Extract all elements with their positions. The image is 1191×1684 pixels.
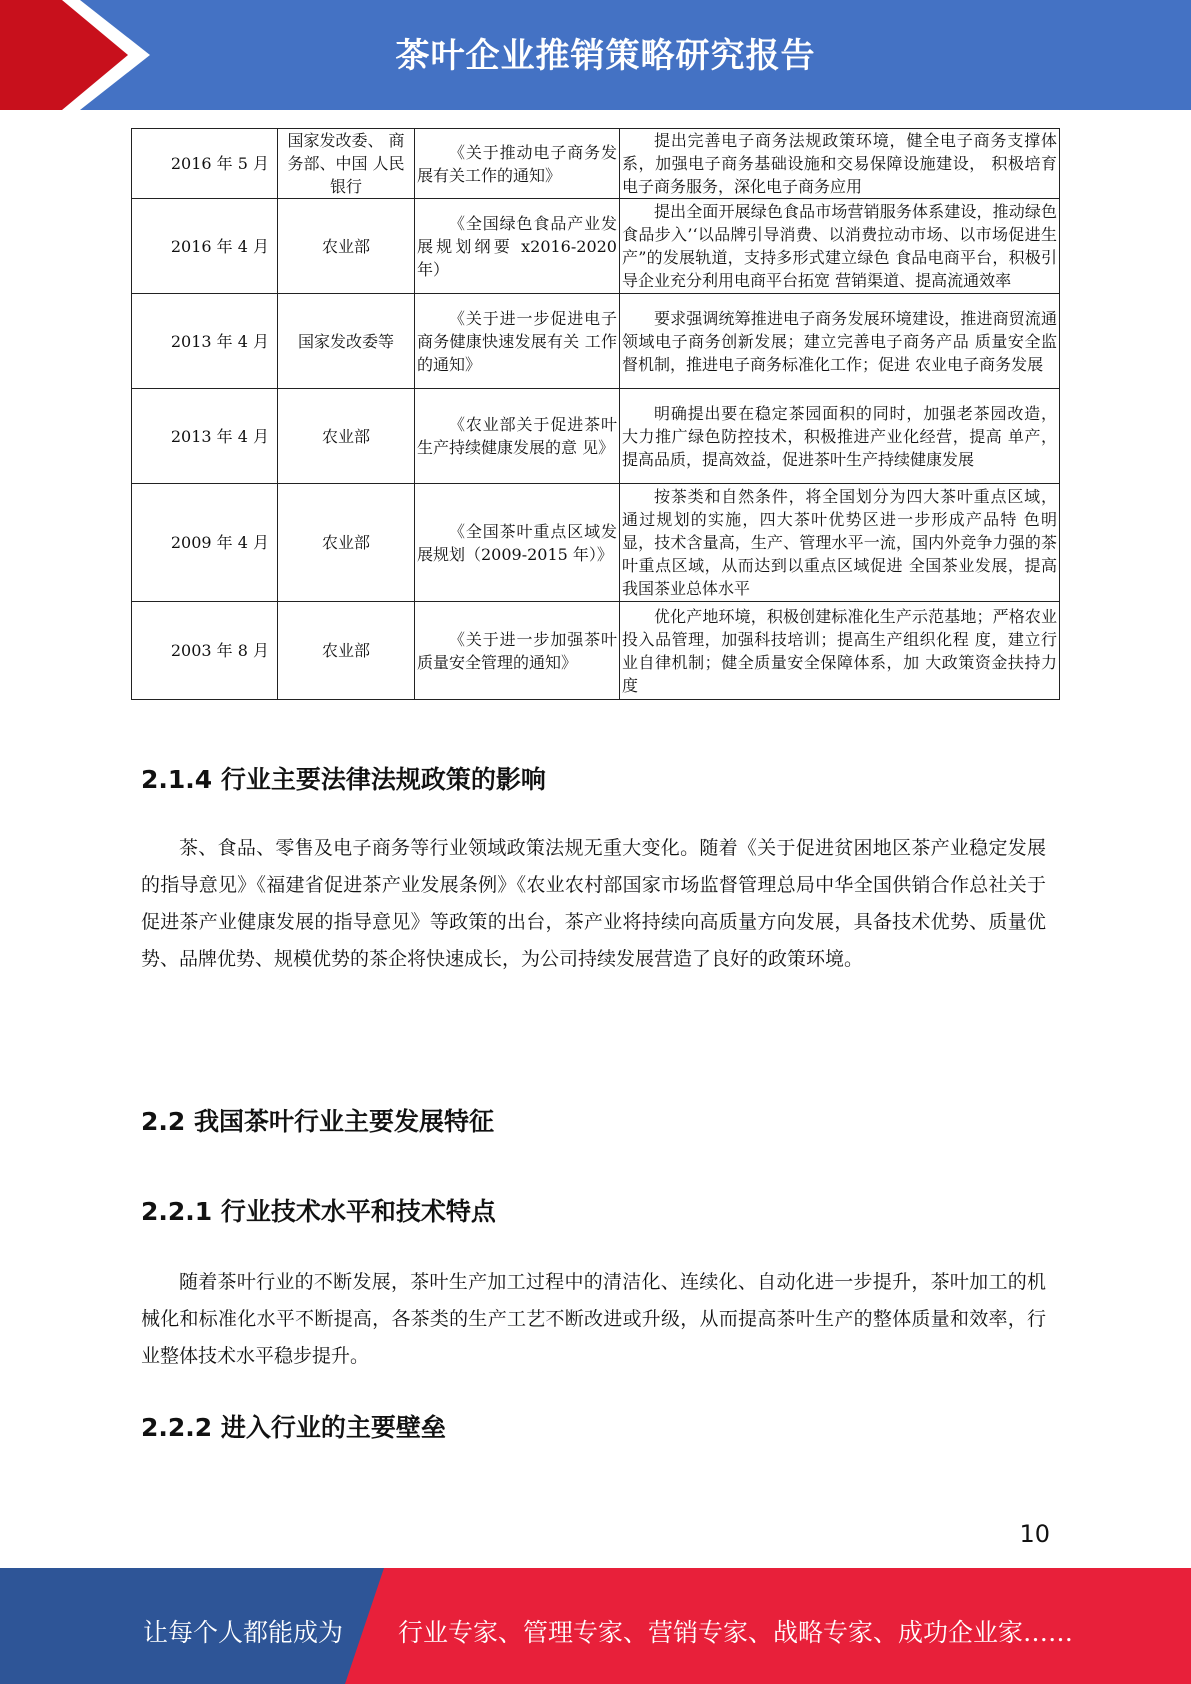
- policy-description-cell: 按茶类和自然条件，将全国划分为四大茶叶重点区域， 通过规划的实施，四大茶叶优势区进一步形成产品特 色明显，技术含量高，生产、管理水平一流，国内外竞争力强的茶叶重点区域，从而达到以重点区域促进 全国茶业发展，提高我国茶业总体水平: [620, 484, 1060, 602]
- table-row: [132, 602, 1060, 700]
- section-2-1-4-paragraph: 茶、食品、零售及电子商务等行业领域政策法规无重大变化。随着《关于促进贫困地区茶产业稳定发展的指导意见》《福建省促进茶产业发展条例》《农业农村部国家市场监督管理总局中华全国供销合作总社关于促进茶产业健康发展的指导意见》等政策的出台，茶产业将持续向高质量方向发展，具备技术优势、质量优势、品牌优势、规模优势的茶企将快速成长，为公司持续发展营造了良好的政策环境。: [141, 837, 1046, 970]
- policy-department-cell: 国家发改委、 商务部、中国 人民银行: [278, 129, 415, 199]
- policy-description-cell: 提出全面开展绿色食品市场营销服务体系建设，推动绿色食品步入’‘以品牌引导消费、以消费拉动市场、以市场促进生产”的发展轨道，支持多形式建立绿色 食品电商平台，积极引导企业充分利用电商平台拓宽 营销渠道、提高流通效率: [620, 199, 1060, 294]
- policy-date-cell: 2009 年 4 月: [132, 484, 278, 602]
- policy-date-cell: 2013 年 4 月: [132, 294, 278, 389]
- policy-date-cell: 2016 年 5 月: [132, 129, 278, 199]
- policy-description-cell: 明确提出要在稳定茶园面积的同时，加强老茶园改造， 大力推广绿色防控技术，积极推进产业化经营，提高 单产，提高品质，提高效益，促进茶叶生产持续健康发展: [620, 389, 1060, 484]
- section-heading-2-1-4: 2.1.4 行业主要法律法规政策的影响: [141, 765, 546, 794]
- footer-slogan-left: 让每个人都能成为: [143, 1618, 344, 1647]
- document-title: 茶叶企业推销策略研究报告: [395, 36, 816, 76]
- policy-document-cell: 《农业部关于促进茶叶 生产持续健康发展的意 见》: [415, 389, 620, 484]
- page-number: 10: [1019, 1520, 1050, 1548]
- policy-date-cell: 2016 年 4 月: [132, 199, 278, 294]
- policy-department-cell: 农业部: [278, 389, 415, 484]
- policy-document-cell: 《关于进一步加强茶叶 质量安全管理的通知》: [415, 602, 620, 700]
- policy-department-cell: 国家发改委等: [278, 294, 415, 389]
- table-row: [132, 129, 1060, 199]
- page-footer: [0, 1568, 1191, 1684]
- table-row: [132, 199, 1060, 294]
- section-heading-2-2: 2.2 我国茶叶行业主要发展特征: [141, 1107, 494, 1136]
- section-2-2-1-paragraph: 随着茶叶行业的不断发展，茶叶生产加工过程中的清洁化、连续化、自动化进一步提升，茶叶加工的机械化和标准化水平不断提高，各茶类的生产工艺不断改进或升级，从而提高茶叶生产的整体质量和效率，行业整体技术水平稳步提升。: [141, 1271, 1046, 1367]
- policy-department-cell: 农业部: [278, 602, 415, 700]
- policy-department-cell: 农业部: [278, 484, 415, 602]
- policy-department-cell: 农业部: [278, 199, 415, 294]
- policy-description-cell: 要求强调统筹推进电子商务发展环境建设，推进商贸流通领域电子商务创新发展；建立完善电子商务产品 质量安全监督机制，推进电子商务标准化工作；促进 农业电子商务发展: [620, 294, 1060, 389]
- section-heading-2-2-1: 2.2.1 行业技术水平和技术特点: [141, 1197, 496, 1226]
- footer-slogan-right: 行业专家、管理专家、营销专家、战略专家、成功企业家……: [398, 1618, 1074, 1647]
- policy-document-cell: 《全国绿色食品产业发 展规划纲要 x2016-2020 年）: [415, 199, 620, 294]
- policy-description-cell: 提出完善电子商务法规政策环境，健全电子商务支撑体系，加强电子商务基础设施和交易保障设施建设， 积极培育电子商务服务，深化电子商务应用: [620, 129, 1060, 199]
- table-row: [132, 484, 1060, 602]
- table-row: [132, 389, 1060, 484]
- section-heading-2-2-2: 2.2.2 进入行业的主要壁垒: [141, 1413, 446, 1442]
- policy-table: [131, 128, 1060, 700]
- policy-description-cell: 优化产地环境，积极创建标准化生产示范基地；严格农业投入品管理，加强科技培训；提高生产组织化程 度，建立行业自律机制；健全质量安全保障体系，加 大政策资金扶持力度: [620, 602, 1060, 700]
- policy-date-cell: 2013 年 4 月: [132, 389, 278, 484]
- policy-date-cell: 2003 年 8 月: [132, 602, 278, 700]
- table-row: [132, 294, 1060, 389]
- policy-document-cell: 《关于进一步促进电子 商务健康快速发展有关 工作的通知》: [415, 294, 620, 389]
- page-header: [0, 0, 1191, 110]
- policy-document-cell: 《全国茶叶重点区域发 展规划（2009-2015 年）》: [415, 484, 620, 602]
- policy-document-cell: 《关于推动电子商务发 展有关工作的通知》: [415, 129, 620, 199]
